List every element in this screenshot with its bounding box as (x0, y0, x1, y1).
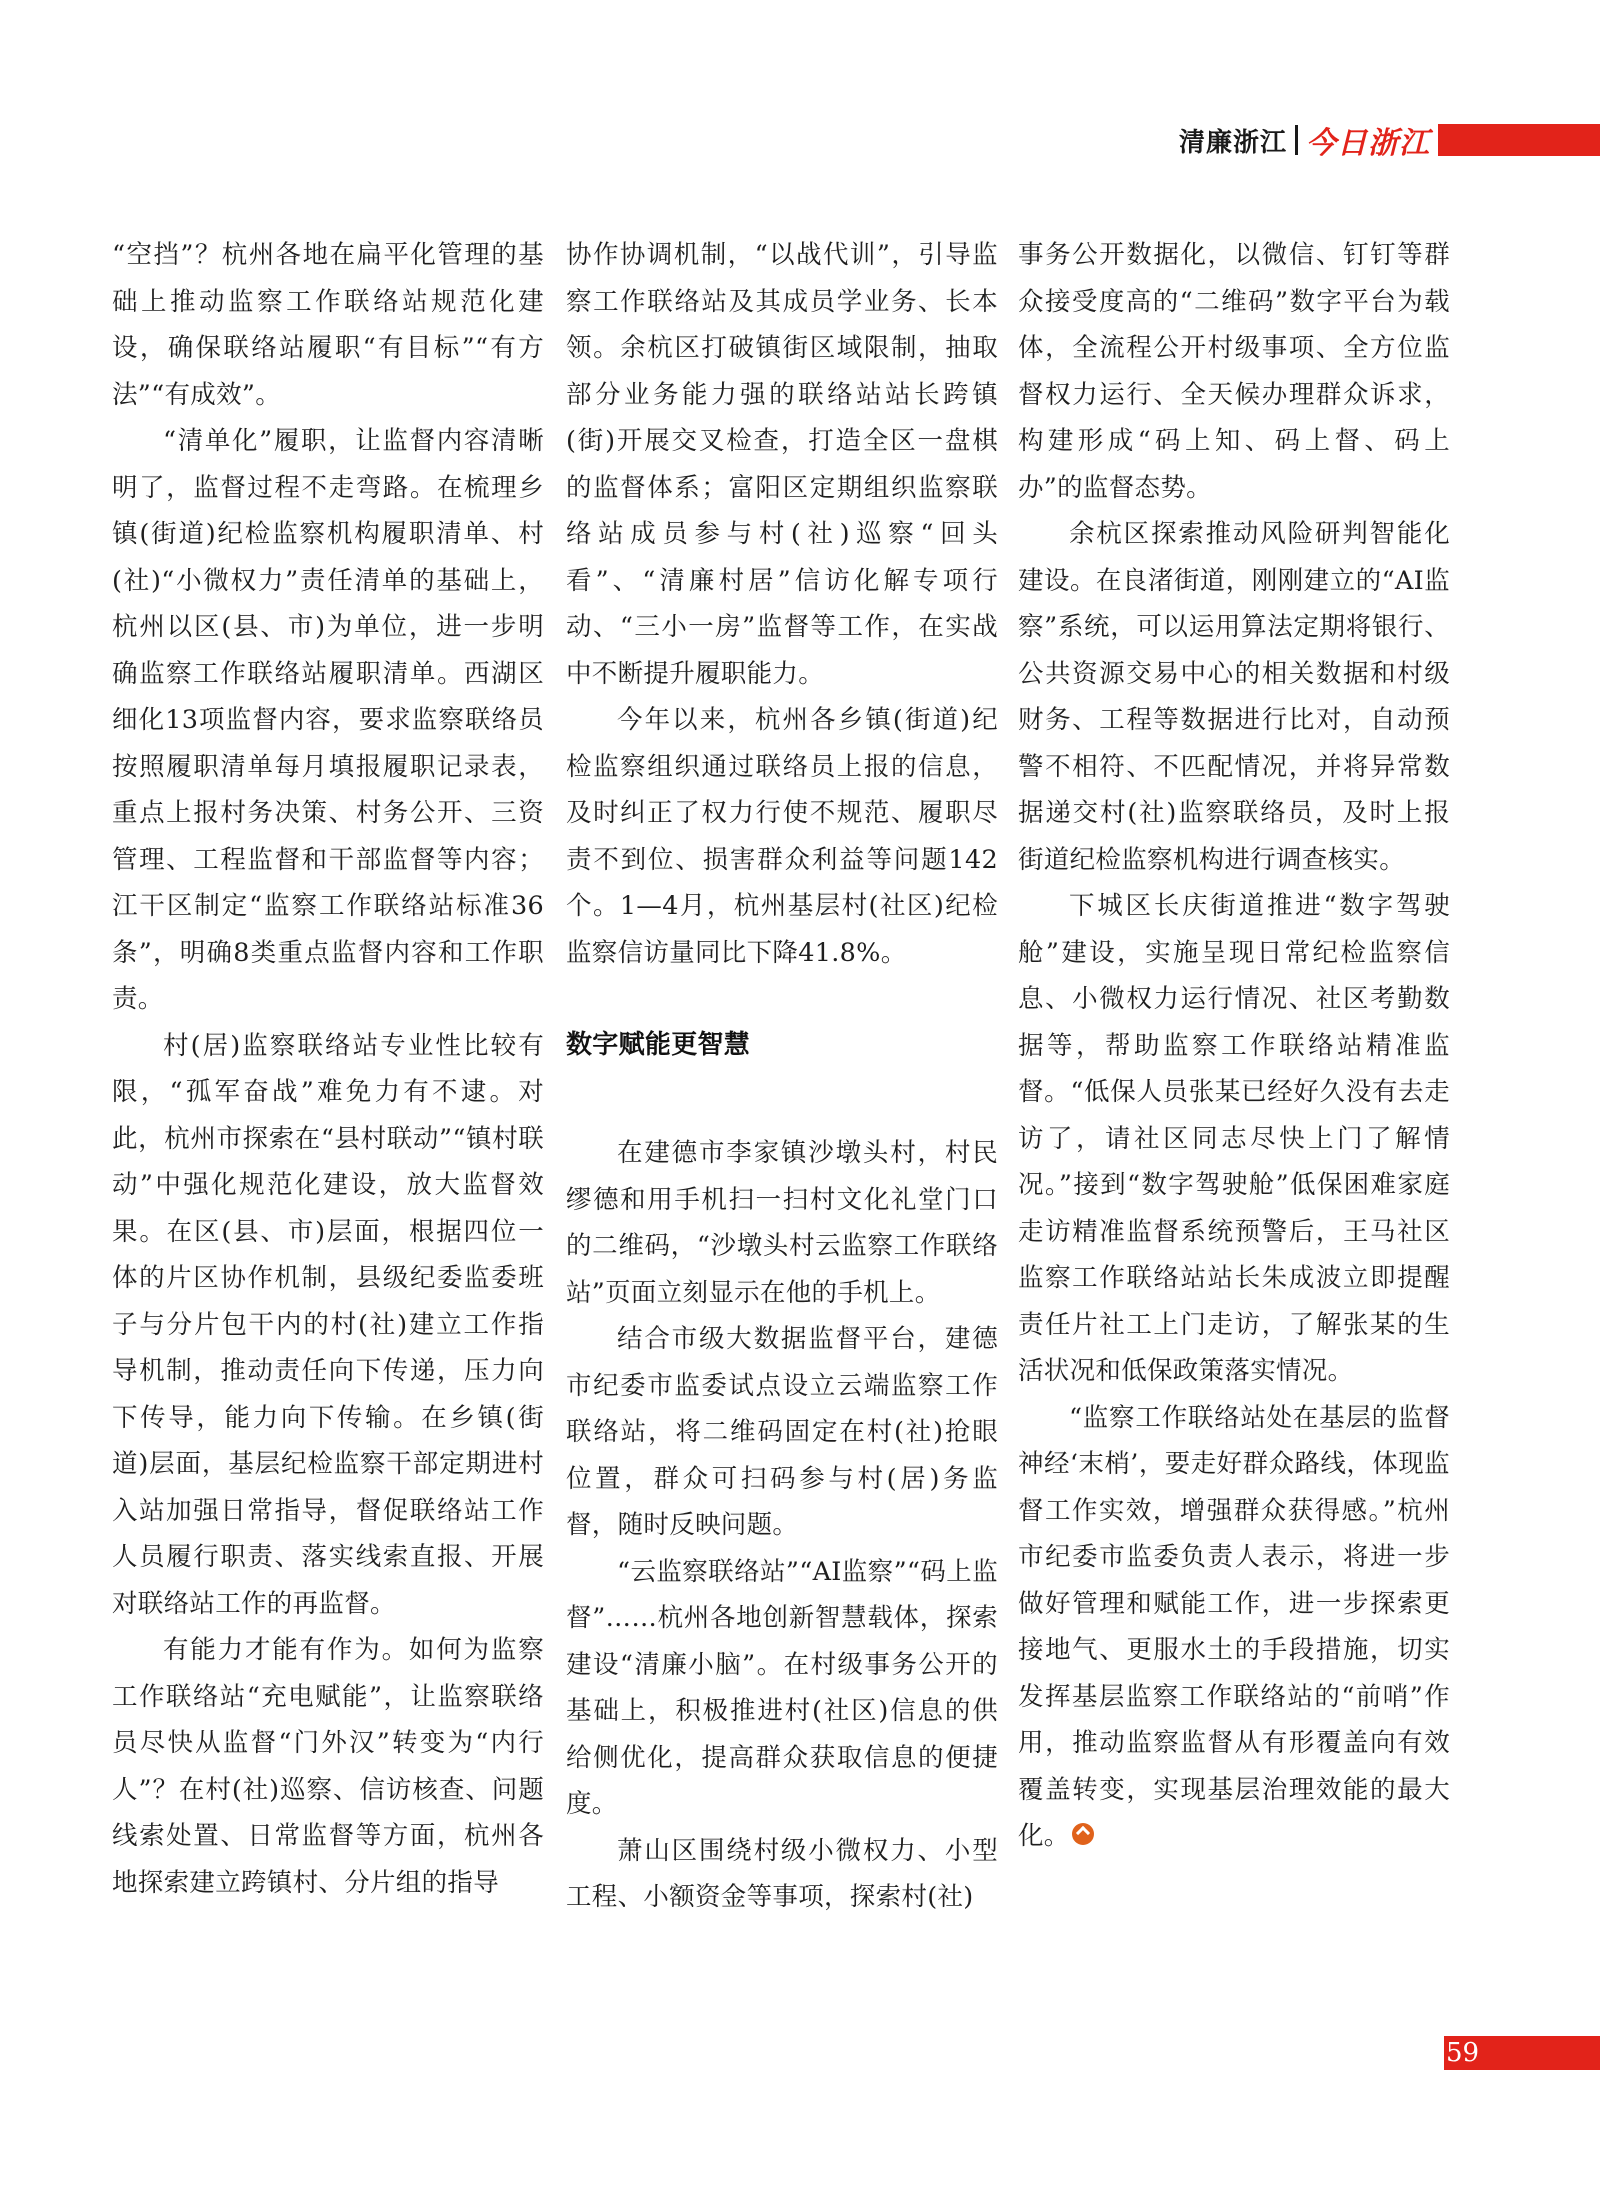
paragraph: 村(居)监察联络站专业性比较有限，“孤军奋战”难免力有不逮。对此，杭州市探索在“县村联动”“镇村联动”中强化规范化建设，放大监督效果。在区(县、市)层面，根据四位一体的片区协作机制，县级纪委监委班子与分片包干内的村(社)建立工作指导机制，推动责任向下传递，压力向下传导，能力向下传输。在乡镇(街道)层面，基层纪检监察干部定期进村入站加强日常指导，督促联络站工作人员履行职责、落实线索直报、开展对联络站工作的再监督。 (112, 1030, 544, 1619)
paragraph: “空挡”？杭州各地在扁平化管理的基础上推动监察工作联络站规范化建设，确保联络站履职“有目标”“有方法”“有成效”。 (112, 240, 544, 410)
paragraph: 今年以来，杭州各乡镇(街道)纪检监察组织通过联络员上报的信息，及时纠正了权力行使不规范、履职尽责不到位、损害群众利益等问题142个。1—4月，杭州基层村(社区)纪检监察信访量同比下降41.8%。 (566, 705, 998, 968)
magazine-logo: 今日浙江 (1306, 126, 1430, 161)
column-2 (566, 232, 998, 1921)
end-mark-icon (1072, 1823, 1094, 1845)
page-number: 59 (1446, 2038, 1480, 2068)
header-red-bar (1438, 124, 1600, 156)
paragraph: 结合市级大数据监督平台，建德市纪委市监委试点设立云端监察工作联络站，将二维码固定在村(社)抢眼位置，群众可扫码参与村(居)务监督，随时反映问题。 (566, 1324, 998, 1540)
paragraph: 萧山区围绕村级小微权力、小型工程、小额资金等事项，探索村(社) (566, 1835, 998, 1912)
section-title: 清廉浙江 (1178, 127, 1287, 158)
paragraph: 余杭区探索推动风险研判智能化建设。在良渚街道，刚刚建立的“AI监察”系统，可以运用算法定期将银行、公共资源交易中心的相关数据和村级财务、工程等数据进行比对，自动预警不相符、不匹配情况，并将异常数据递交村(社)监察联络员，及时上报街道纪检监察机构进行调查核实。 (1018, 519, 1450, 875)
paragraph: 事务公开数据化，以微信、钉钉等群众接受度高的“二维码”数字平台为载体，全流程公开村级事项、全方位监督权力运行、全天候办理群众诉求，构建形成“码上知、码上督、码上办”的监督态势。 (1018, 240, 1450, 503)
paragraph: “云监察联络站”“AI监察”“码上监督”……杭州各地创新智慧载体，探索建设“清廉小脑”。在村级事务公开的基础上，积极推进村(社区)信息的供给侧优化，提高群众获取信息的便捷度。 (566, 1556, 998, 1819)
page-header (1178, 122, 1600, 161)
column-3 (1018, 232, 1450, 1860)
paragraph: 协作协调机制，“以战代训”，引导监察工作联络站及其成员学业务、长本领。余杭区打破镇街区域限制，抽取部分业务能力强的联络站站长跨镇(街)开展交叉检查，打造全区一盘棋的监督体系；富阳区定期组织监察联络站成员参与村(社)巡察“回头看”、“清廉村居”信访化解专项行动、“三小一房”监督等工作，在实战中不断提升履职能力。 (566, 240, 998, 689)
section-heading: 数字赋能更智慧 (566, 1030, 751, 1060)
paragraph-final (1018, 1395, 1450, 1860)
paragraph: 在建德市李家镇沙墩头村，村民缪德和用手机扫一扫村文化礼堂门口的二维码，“沙墩头村云监察工作联络站”页面立刻显示在他的手机上。 (566, 1138, 998, 1308)
paragraph: “清单化”履职，让监督内容清晰明了，监督过程不走弯路。在梳理乡镇(街道)纪检监察机构履职清单、村(社)“小微权力”责任清单的基础上，杭州以区(县、市)为单位，进一步明确监察工作联络站履职清单。西湖区细化13项监督内容，要求监察联络员按照履职清单每月填报履职记录表，重点上报村务决策、村务公开、三资管理、工程监督和干部监督等内容；江干区制定“监察工作联络站标准36条”，明确8类重点监督内容和工作职责。 (112, 426, 544, 1014)
paragraph: 有能力才能有作为。如何为监察工作联络站“充电赋能”，让监察联络员尽快从监督“门外汉”转变为“内行人”？在村(社)巡察、信访核查、问题线索处置、日常监督等方面，杭州各地探索建立跨镇村、分片组的指导 (112, 1635, 544, 1898)
page-footer (1444, 2036, 1600, 2070)
paragraph-text: “监察工作联络站处在基层的监督神经‘末梢’，要走好群众路线，体现监督工作实效，增强群众获得感。”杭州市纪委市监委负责人表示，将进一步做好管理和赋能工作，进一步探索更接地气、更服水土的手段措施，切实发挥基层监察工作联络站的“前哨”作用，推动监察监督从有形覆盖向有效覆盖转变，实现基层治理效能的最大化。 (1018, 1402, 1450, 1851)
column-1 (112, 232, 544, 1906)
paragraph: 下城区长庆街道推进“数字驾驶舱”建设，实施呈现日常纪检监察信息、小微权力运行情况、社区考勤数据等，帮助监察工作联络站精准监督。“低保人员张某已经好久没有去走访了，请社区同志尽快上门了解情况。”接到“数字驾驶舱”低保困难家庭走访精准监督系统预警后，王马社区监察工作联络站站长朱成波立即提醒责任片社工上门走访，了解张某的生活状况和低保政策落实情况。 (1018, 891, 1450, 1386)
header-divider (1295, 125, 1298, 155)
